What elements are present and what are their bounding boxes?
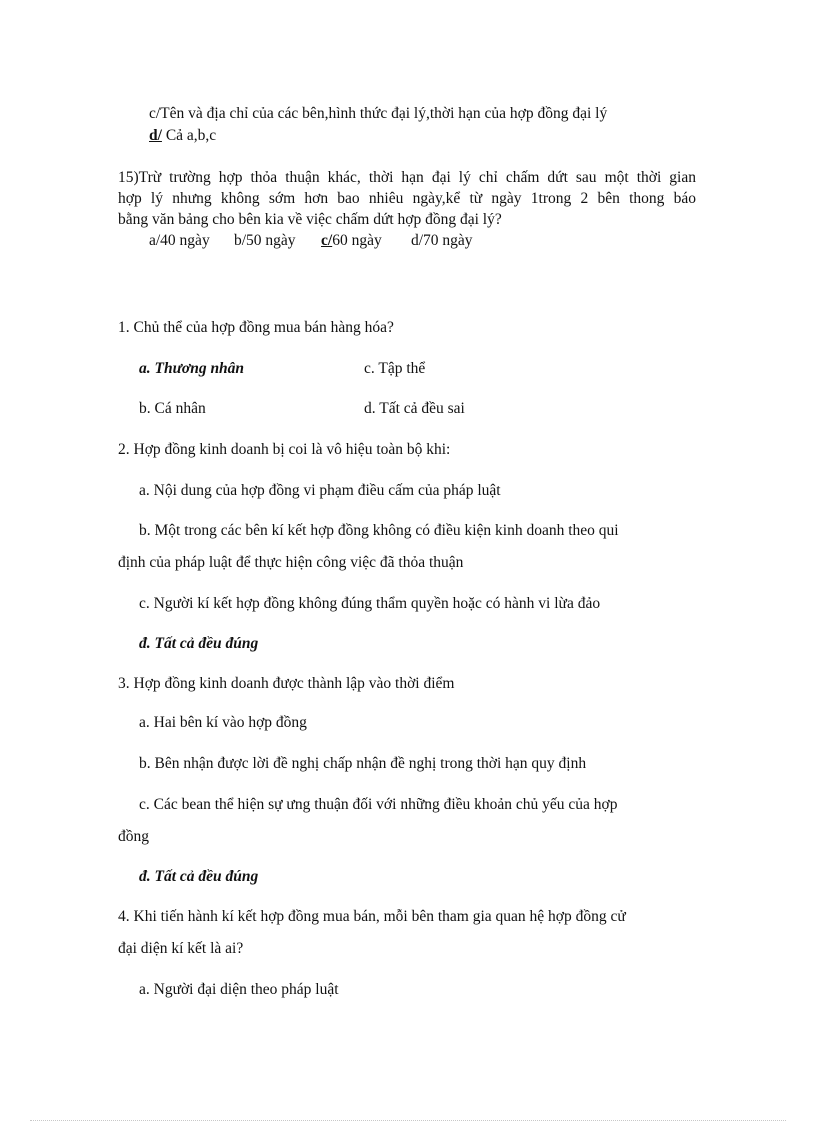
q1-option-d: d. Tất cả đều sai [364,400,465,417]
q1-option-a: a. Thương nhân [139,360,245,377]
q3-question: 3. Hợp đồng kinh doanh được thành lập vào thời điểm [118,675,455,692]
q15-option-c [321,231,382,251]
q1-option-b: b. Cá nhân [139,400,206,417]
q15-line-2: hợp lý nhưng không sớm hơn bao nhiêu ngày,kể từ ngày 1trong 2 bên thong báo [118,190,696,207]
option-d-prev [149,126,216,146]
q3-option-c-line-2: đồng [118,828,149,845]
q4-question-line-2: đại diện kí kết là ai? [118,940,244,957]
q2-question: 2. Hợp đồng kinh doanh bị coi là vô hiệu toàn bộ khi: [118,441,451,458]
q3-option-a: a. Hai bên kí vào hợp đồng [139,714,307,731]
q2-option-c: c. Người kí kết hợp đồng không đúng thẩm quyền hoặc có hành vi lừa đảo [139,595,601,612]
q15-line-3: bằng văn bảng cho bên kia về việc chấm dứt hợp đồng đại lý? [118,211,502,228]
q1-option-c: c. Tập thể [364,360,426,377]
q3-option-b: b. Bên nhận được lời đề nghị chấp nhận đề nghị trong thời hạn quy định [139,755,587,772]
q4-option-a: a. Người đại diện theo pháp luật [139,981,339,998]
answer-marker: d/ [149,127,162,144]
q2-option-b-line-1: b. Một trong các bên kí kết hợp đồng không có điều kiện kinh doanh theo qui [139,522,619,539]
q15-line-1: 15)Trừ trường hợp thỏa thuận khác, thời hạn đại lý chỉ chấm dứt sau một thời gian [118,169,696,186]
q3-option-c-line-1: c. Các bean thể hiện sự ưng thuận đối với những điều khoản chủ yếu của hợp [139,796,618,813]
q2-option-a: a. Nội dung của hợp đồng vi phạm điều cấm của pháp luật [139,482,501,499]
q15-option-d: d/70 ngày [411,232,473,249]
q2-option-b-line-2: định của pháp luật để thực hiện công việc đã thỏa thuận [118,554,464,571]
option-text: Cả a,b,c [161,127,217,144]
q1-question: 1. Chủ thể của hợp đồng mua bán hàng hóa? [118,319,394,336]
q3-option-d: đ. Tất cả đều đúng [139,868,259,885]
option-text: 60 ngày [332,232,382,249]
option-c-prev: c/Tên và địa chỉ của các bên,hình thức đại lý,thời hạn của hợp đồng đại lý [149,105,608,122]
q2-option-d: đ. Tất cả đều đúng [139,635,259,652]
q15-option-b: b/50 ngày [234,232,296,249]
q15-option-a: a/40 ngày [149,232,210,249]
q4-question-line-1: 4. Khi tiến hành kí kết hợp đồng mua bán, mỗi bên tham gia quan hệ hợp đồng cử [118,908,626,925]
page-bottom-divider [30,1120,786,1121]
answer-marker: c/ [321,232,333,249]
